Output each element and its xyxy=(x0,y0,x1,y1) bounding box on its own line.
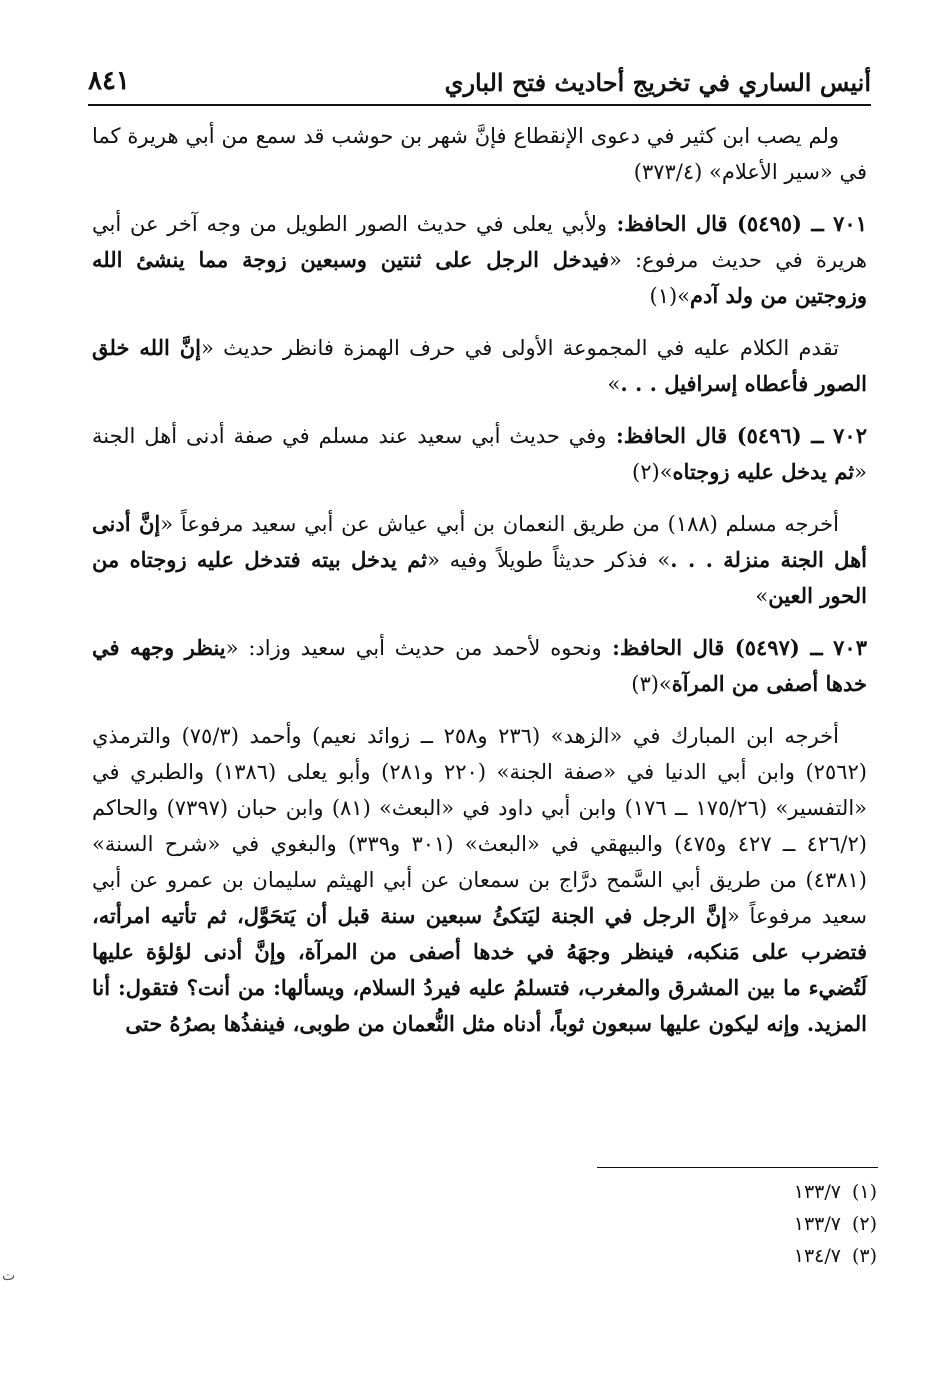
text-run: »(٣) xyxy=(631,672,672,696)
text-run: »(٢) xyxy=(632,460,673,484)
bold-text: إنَّ أدنى أهل الجنة منزلة . . . xyxy=(92,511,867,572)
footnotes xyxy=(794,1176,877,1272)
bold-text: ثم يدخل بيته فتدخل عليه زوجتاه من الحور العين xyxy=(92,547,867,608)
footnote-divider xyxy=(597,1167,878,1168)
paragraph xyxy=(92,418,867,490)
text-run: أخرجه مسلم (١٨٨) من طريق النعمان بن أبي عياش عن أبي سعيد مرفوعاً « xyxy=(160,512,839,536)
paragraph xyxy=(92,506,867,614)
bold-text: ٧٠٣ ــ (٥٤٩٧) قال الحافظ: xyxy=(601,635,867,660)
book-title: أنيس الساري في تخريج أحاديث فتح الباري xyxy=(444,68,871,97)
bold-text: ينظر وجهه في خدها أصفى من المرآة xyxy=(92,635,867,696)
page-number: ٨٤١ xyxy=(88,66,130,96)
paragraph xyxy=(92,118,867,190)
text-run: وفي حديث أبي سعيد عند مسلم في صفة أدنى أهل الجنة « xyxy=(92,424,867,484)
footnote xyxy=(794,1240,877,1272)
footnote-number: (٢) xyxy=(851,1213,877,1235)
text-run: ونحوه لأحمد من حديث أبي سعيد وزاد: « xyxy=(225,636,602,660)
running-header xyxy=(88,66,871,102)
margin-mark: ت xyxy=(2,1268,16,1284)
footnote xyxy=(794,1208,877,1240)
page-body xyxy=(92,118,867,1058)
footnote-number: (١) xyxy=(851,1181,877,1203)
paragraph xyxy=(92,330,867,402)
text-run: » xyxy=(755,584,769,608)
text-run: » xyxy=(607,372,621,396)
text-run: »(١) xyxy=(649,284,691,308)
text-run: تقدم الكلام عليه في المجموعة الأولى في حرف الهمزة فانظر حديث « xyxy=(200,336,839,360)
paragraph xyxy=(92,718,867,1042)
footnote-reference: ١٣٣/٧ xyxy=(793,1213,841,1235)
footnote-reference: ١٣٣/٧ xyxy=(793,1181,841,1203)
paragraph xyxy=(92,206,867,314)
text-run: ولم يصب ابن كثير في دعوى الإنقطاع فإنَّ شهر بن حوشب قد سمع من أبي هريرة كما في «سير الأعلام» (٣٧٣/٤) xyxy=(92,124,867,184)
bold-text: إنَّ الرجل في الجنة ليَتكئُ سبعين سنة قبل أن يَتحَوَّل، ثم تأتيه امرأته، فتضرب على مَنكبه، فينظر وجهَهُ في خدها أصفى من المرآة، وإنَّ أدنى لؤلؤة عليها لَتُضيء ما بين المشرق والمغرب، فتسلمُ عليه فيردُ السلام، ويسألها: من أنت؟ فتقول: أنا المزيد. وإنه ليكون عليها سبعون ثوباً، أدناه مثل النُّعمان من طوبى، فينفذُها بصرُهُ حتى xyxy=(92,903,867,1036)
bold-text: ٧٠١ ــ (٥٤٩٥) قال الحافظ: xyxy=(607,211,867,236)
header-divider xyxy=(88,104,871,106)
text-run: ولأبي يعلى في حديث الصور الطويل من وجه آخر عن أبي هريرة في حديث مرفوع: « xyxy=(92,212,867,272)
bold-text: إنَّ الله خلق الصور فأعطاه إسرافيل . . . xyxy=(92,335,867,396)
footnote-number: (٣) xyxy=(851,1245,877,1267)
text-run: » فذكر حديثاً طويلاً وفيه « xyxy=(427,548,671,572)
footnote-reference: ١٣٤/٧ xyxy=(793,1245,841,1267)
bold-text: فيدخل الرجل على ثنتين وسبعين زوجة مما ينشئ الله وزوجتين من ولد آدم xyxy=(92,247,867,308)
bold-text: ثم يدخل عليه زوجتاه xyxy=(672,459,855,484)
paragraph xyxy=(92,630,867,702)
footnote xyxy=(794,1176,877,1208)
bold-text: ٧٠٢ ــ (٥٤٩٦) قال الحافظ: xyxy=(606,423,867,448)
text-run: أخرجه ابن المبارك في «الزهد» (٢٣٦ و٢٥٨ ــ زوائد نعيم) وأحمد (٧٥/٣) والترمذي (٢٥٦٢) وابن أبي الدنيا في «صفة الجنة» (٢٢٠ و٢٨١) وأبو يعلى (١٣٨٦) والطبري في «التفسير» (١٧٥/٢٦ ــ ١٧٦) وابن أبي داود في «البعث» (٨١) وابن حبان (٧٣٩٧) والحاكم (٤٢٦/٢ ــ ٤٢٧ و٤٧٥) والبيهقي في «البعث» (٣٠١ و٣٣٩) والبغوي في «شرح السنة» (٤٣٨١) من طريق أبي السَّمح درَّاج بن سمعان عن أبي الهيثم سليمان بن عمرو عن أبي سعيد مرفوعاً « xyxy=(92,724,868,928)
